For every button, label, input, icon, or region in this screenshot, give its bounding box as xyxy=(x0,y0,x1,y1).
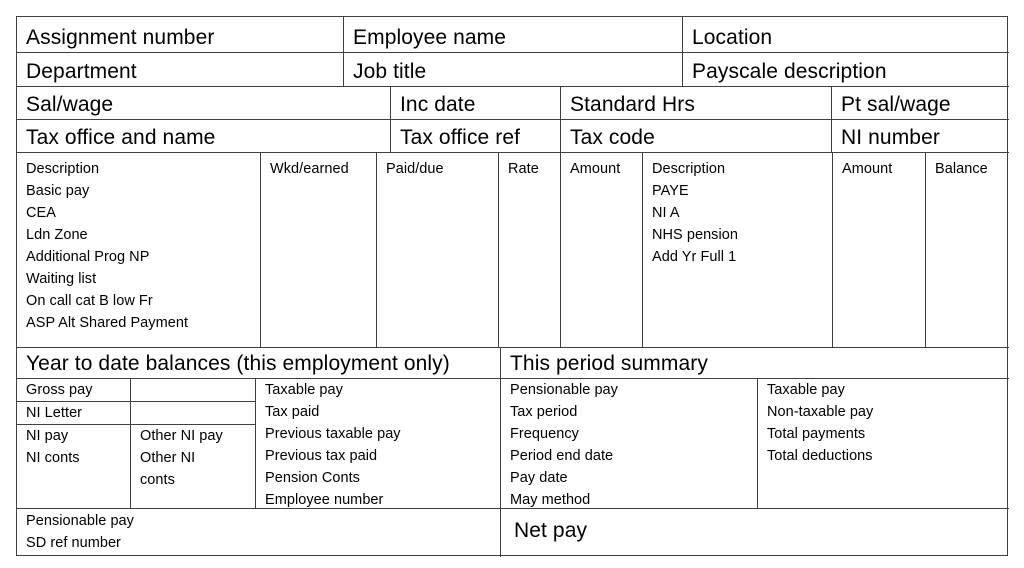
payments-wkd-earned-column[interactable] xyxy=(261,153,377,348)
ytd-field-previous-taxable-pay-label: Previous taxable pay xyxy=(265,426,401,442)
deductions-balance-column[interactable] xyxy=(926,153,1009,348)
field-employee-name-label: Employee name xyxy=(353,26,507,49)
deductions-column-header-description: Description xyxy=(652,161,726,177)
ytd-section-title xyxy=(17,348,501,379)
field-employee-name[interactable] xyxy=(344,17,683,53)
deductions-column-header-amount: Amount xyxy=(842,161,893,177)
payments-paid-due-column[interactable] xyxy=(377,153,499,348)
period-field-non-taxable-pay-label: Non-taxable pay xyxy=(767,404,874,420)
ytd-section-title-label: Year to date balances (this employment only) xyxy=(26,352,450,375)
payments-rate-column[interactable] xyxy=(499,153,561,348)
period-summary-primary-fields[interactable] xyxy=(501,379,758,509)
field-inc-date-label: Inc date xyxy=(400,93,476,116)
ytd-field-employee-number-label: Employee number xyxy=(265,492,384,508)
payment-row-item: Waiting list xyxy=(26,271,97,287)
payment-row-item: CEA xyxy=(26,205,56,221)
period-field-taxable-pay-label: Taxable pay xyxy=(767,382,845,398)
footer-field-pensionable-pay-label: Pensionable pay xyxy=(26,513,134,529)
payments-column-header-amount: Amount xyxy=(570,161,621,177)
field-job-title[interactable] xyxy=(344,53,683,87)
payments-amount-column[interactable] xyxy=(561,153,643,348)
field-standard-hrs[interactable] xyxy=(561,87,832,120)
period-field-pensionable-pay-label: Pensionable pay xyxy=(510,382,618,398)
footer-net-pay[interactable] xyxy=(501,509,1009,557)
ytd-field-pension-conts-label: Pension Conts xyxy=(265,470,360,486)
ytd-field-ni-letter[interactable] xyxy=(17,402,131,425)
period-summary-section-title xyxy=(501,348,1009,379)
payment-row-item: Additional Prog NP xyxy=(26,249,150,265)
ytd-field-taxable-pay-label: Taxable pay xyxy=(265,382,343,398)
field-tax-office-ref[interactable] xyxy=(391,120,561,153)
field-sal-wage[interactable] xyxy=(17,87,391,120)
payment-row-item: Basic pay xyxy=(26,183,90,199)
field-department[interactable] xyxy=(17,53,344,87)
ytd-field-gross-pay[interactable] xyxy=(17,379,131,402)
field-tax-office-and-name[interactable] xyxy=(17,120,391,153)
ytd-secondary-fields[interactable] xyxy=(256,379,501,509)
field-ni-number-label: NI number xyxy=(841,126,940,149)
field-tax-office-and-name-label: Tax office and name xyxy=(26,126,216,149)
ytd-value-ni-letter[interactable] xyxy=(131,402,256,425)
deduction-row-item: PAYE xyxy=(652,183,689,199)
ytd-value-gross-pay[interactable] xyxy=(131,379,256,402)
field-tax-office-ref-label: Tax office ref xyxy=(400,126,521,149)
deductions-description-column[interactable] xyxy=(643,153,833,348)
ytd-field-previous-tax-paid-label: Previous tax paid xyxy=(265,448,378,464)
field-standard-hrs-label: Standard Hrs xyxy=(570,93,695,116)
field-pt-sal-wage[interactable] xyxy=(832,87,1009,120)
footer-field-sd-ref-number-label: SD ref number xyxy=(26,535,121,551)
field-payscale-description[interactable] xyxy=(683,53,1009,87)
deductions-amount-column[interactable] xyxy=(833,153,926,348)
payslip-form xyxy=(16,16,1008,556)
footer-pensionable-pay-sd-ref[interactable] xyxy=(17,509,501,557)
field-tax-code[interactable] xyxy=(561,120,832,153)
ytd-field-ni-conts-label: NI conts xyxy=(26,450,80,466)
payment-row-item: On call cat B low Fr xyxy=(26,293,153,309)
payments-column-header-rate: Rate xyxy=(508,161,539,177)
field-department-label: Department xyxy=(26,60,137,83)
field-assignment-number-label: Assignment number xyxy=(26,26,215,49)
ytd-field-gross-pay-label: Gross pay xyxy=(26,382,93,398)
deduction-row-item: NI A xyxy=(652,205,680,221)
footer-net-pay-label: Net pay xyxy=(514,519,588,542)
field-pt-sal-wage-label: Pt sal/wage xyxy=(841,93,951,116)
payment-row-item: Ldn Zone xyxy=(26,227,88,243)
ytd-field-tax-paid-label: Tax paid xyxy=(265,404,320,420)
deductions-column-header-balance: Balance xyxy=(935,161,988,177)
period-field-tax-period-label: Tax period xyxy=(510,404,578,420)
field-ni-number[interactable] xyxy=(832,120,1009,153)
deduction-row-item: Add Yr Full 1 xyxy=(652,249,737,265)
ytd-field-other-ni-conts-label: Other NI conts xyxy=(140,450,196,489)
period-summary-totals-fields[interactable] xyxy=(758,379,1009,509)
payment-row-item: ASP Alt Shared Payment xyxy=(26,315,189,331)
payments-column-header-wkd-earned: Wkd/earned xyxy=(270,161,349,177)
field-payscale-description-label: Payscale description xyxy=(692,60,887,83)
payments-column-header-paid-due: Paid/due xyxy=(386,161,444,177)
field-inc-date[interactable] xyxy=(391,87,561,120)
ytd-field-other-ni-pay-label: Other NI pay xyxy=(140,428,223,444)
field-location-label: Location xyxy=(692,26,773,49)
field-job-title-label: Job title xyxy=(353,60,427,83)
deduction-row-item: NHS pension xyxy=(652,227,738,243)
payments-column-header-description: Description xyxy=(26,161,100,177)
field-tax-code-label: Tax code xyxy=(570,126,655,149)
period-field-frequency-label: Frequency xyxy=(510,426,579,442)
field-location[interactable] xyxy=(683,17,1009,53)
ytd-field-ni-pay-label: NI pay xyxy=(26,428,69,444)
field-sal-wage-label: Sal/wage xyxy=(26,93,114,116)
ytd-field-ni-pay-conts[interactable] xyxy=(17,425,131,509)
field-assignment-number[interactable] xyxy=(17,17,344,53)
period-field-pay-date-label: Pay date xyxy=(510,470,568,486)
period-field-period-end-date-label: Period end date xyxy=(510,448,614,464)
period-field-total-deductions-label: Total deductions xyxy=(767,448,873,464)
period-field-total-payments-label: Total payments xyxy=(767,426,866,442)
ytd-field-ni-letter-label: NI Letter xyxy=(26,405,83,421)
payments-description-column[interactable] xyxy=(17,153,261,348)
period-summary-section-title-label: This period summary xyxy=(510,352,708,375)
period-field-may-method-label: May method xyxy=(510,492,591,508)
ytd-field-other-ni[interactable] xyxy=(131,425,256,509)
